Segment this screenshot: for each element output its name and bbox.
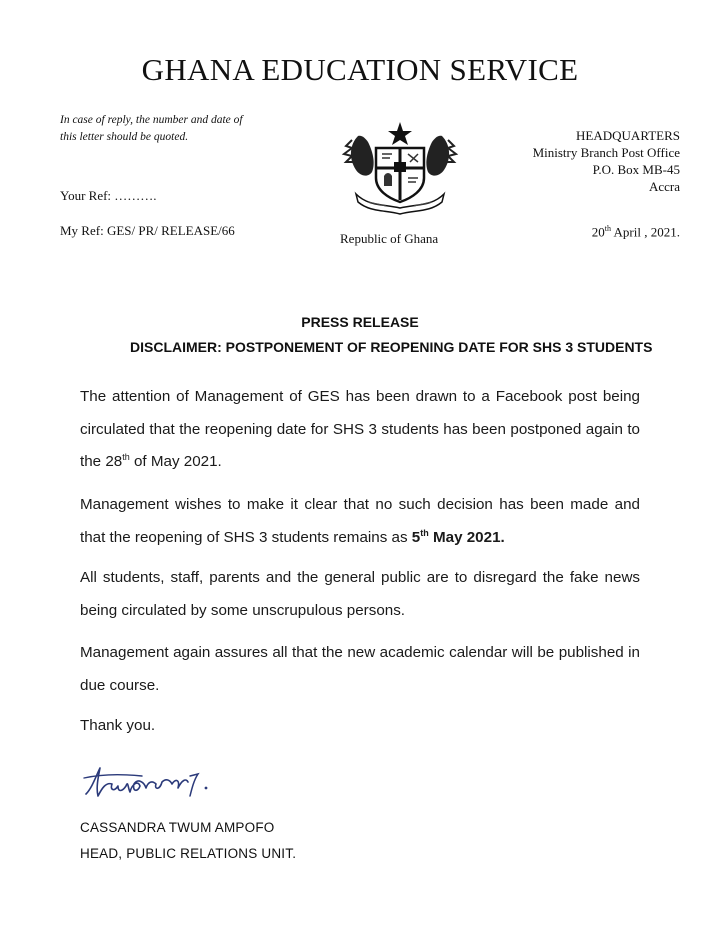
my-reference: My Ref: GES/ PR/ RELEASE/66 — [60, 223, 235, 238]
press-release-subject: DISCLAIMER: POSTPONEMENT OF REOPENING DATE FOR SHS 3 STUDENTS — [130, 339, 653, 355]
address-line: Accra — [648, 179, 680, 194]
reopening-day: 5 — [411, 528, 421, 546]
letter-date — [592, 224, 680, 240]
ordinal-suffix: th — [122, 451, 130, 462]
ghana-coat-of-arms-icon — [338, 116, 462, 216]
country-label: Republic of Ghana — [340, 231, 439, 246]
date-month-year: April , 2021. — [611, 224, 680, 240]
headquarters-address — [533, 127, 680, 195]
date-suffix: th — [604, 224, 612, 233]
reply-instruction-note: In case of reply, the number and date of this letter should be quoted. — [60, 114, 243, 143]
reopening-month-year: May 2021. — [428, 528, 505, 546]
paragraph-text: The attention of Management of GES has been drawn to a Facebook post being circulated that the reopening date for SHS 3 students has been postponed again to the 28 — [80, 388, 640, 470]
reopening-date — [412, 529, 505, 546]
date-day: 20 — [591, 224, 605, 240]
address-line: HEADQUARTERS — [576, 128, 680, 143]
body-paragraph: Management again assures all that the new academic calendar will be published in due course. — [80, 644, 640, 694]
body-paragraph — [80, 489, 640, 554]
paragraph-text: Management wishes to make it clear that no such decision has been made and that the reopening of SHS 3 students remains as — [80, 496, 640, 546]
body-paragraph — [80, 381, 640, 479]
your-reference: Your Ref: ………. — [60, 188, 157, 203]
signatory-name: CASSANDRA TWUM AMPOFO — [80, 820, 275, 835]
paragraph-text: of May 2021. — [129, 453, 222, 470]
body-paragraph: All students, staff, parents and the general public are to disregard the fake news being circulated by some unscrupulous persons. — [80, 569, 640, 619]
organization-name: GHANA EDUCATION SERVICE — [141, 52, 579, 87]
handwritten-signature-icon — [82, 758, 242, 806]
closing-line: Thank you. — [80, 717, 156, 734]
press-release-heading: PRESS RELEASE — [301, 314, 419, 330]
signatory-title: HEAD, PUBLIC RELATIONS UNIT. — [80, 846, 297, 861]
address-line: P.O. Box MB-45 — [592, 162, 680, 177]
address-line: Ministry Branch Post Office — [532, 145, 680, 160]
ordinal-suffix: th — [420, 527, 429, 538]
